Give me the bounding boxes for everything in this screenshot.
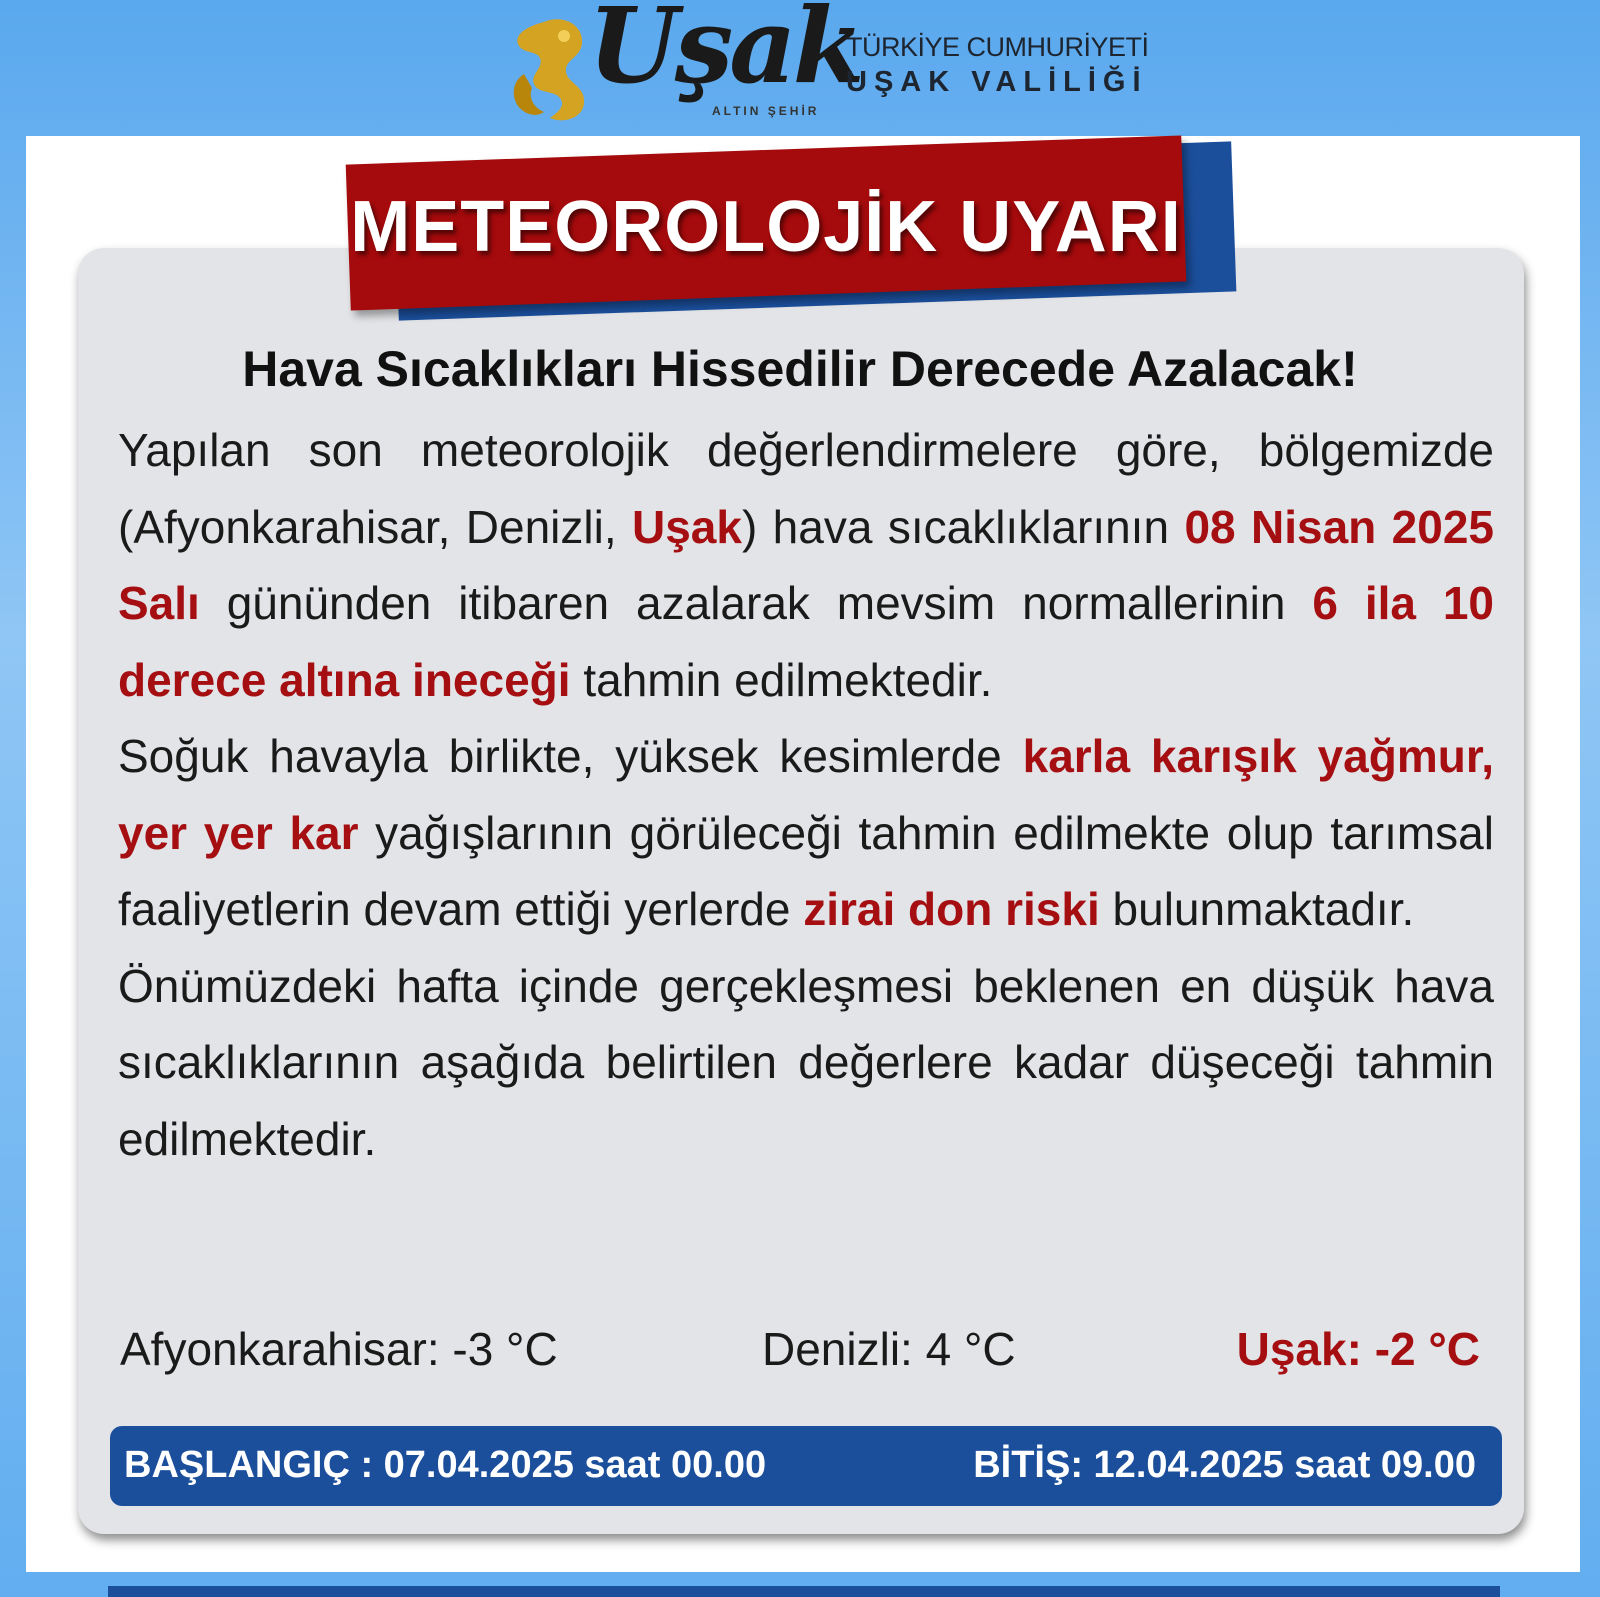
temp-usak: Uşak: -2 °C (1236, 1323, 1480, 1375)
bottom-strip (108, 1586, 1500, 1597)
paragraph-3: Önümüzdeki hafta içinde gerçekleşmesi beklenen en düşük hava sıcaklıklarının aşağıda belirtilen değerlere kadar düşeceği tahmin edilmektedir. (118, 959, 1494, 1165)
temperature-row (120, 1322, 1480, 1382)
banner-title: METEOROLOJİK UYARI (350, 187, 1182, 267)
temp-afyonkarahisar: Afyonkarahisar: -3 °C (120, 1323, 558, 1375)
golden-figure-logo-icon (504, 14, 596, 126)
gov-line-1: TÜRKİYE CUMHURİYETİ (846, 32, 1149, 62)
date-bar (110, 1426, 1502, 1506)
headline: Hava Sıcaklıkları Hissedilir Derecede Azalacak! (242, 341, 1358, 397)
body-text (118, 412, 1494, 1177)
end-date: BİTİŞ: 12.04.2025 saat 09.00 (973, 1444, 1476, 1486)
start-date: BAŞLANGIÇ : 07.04.2025 saat 00.00 (124, 1444, 767, 1486)
gov-line-2: UŞAK VALİLİĞİ (846, 66, 1148, 98)
usak-logo-word: Uşak (588, 0, 861, 107)
temp-denizli: Denizli: 4 °C (762, 1323, 1016, 1375)
paragraph-2: Soğuk havayla birlikte, yüksek kesimlerde karla karışık yağmur, yer yer kar yağışlarının görüleceği tahmin edilmekte olup tarımsal faaliyetlerin devam ettiği yerlerde zirai don riski bulunmaktadır. (118, 730, 1494, 935)
header (0, 0, 1600, 136)
logo-tagline: ALTIN ŞEHİR (712, 104, 820, 118)
paragraph-1: Yapılan son meteorolojik değerlendirmelere göre, bölgemizde (Afyonkarahisar, Denizli, Uşak) hava sıcaklıklarının 08 Nisan 2025 Salı gününden itibaren azalarak mevsim normallerinin 6 ila 10 derece altına ineceği tahmin edilmektedir. (118, 424, 1495, 706)
